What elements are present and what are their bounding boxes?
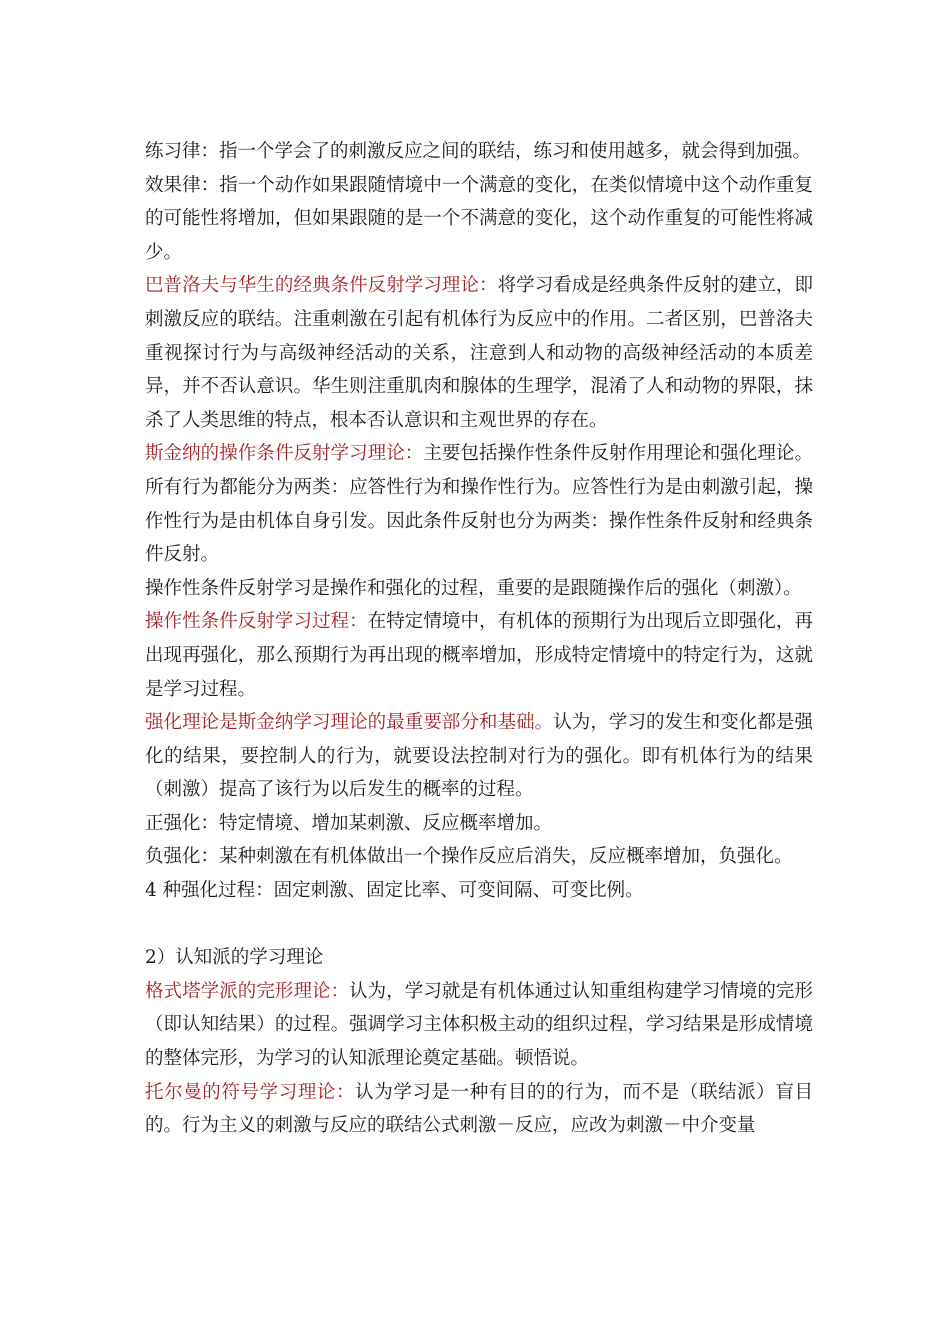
paragraph-text: 主要包括操作性条件反射作用理论和强化理论。所有行为都能分为两类：应答性行为和操作性行为。应答性行为是由刺激引起，操作性行为是由机体自身引发。因此条件反射也分为两类：操作性条件反射和经典条件反射。 (145, 443, 813, 566)
paragraph-text: 认为学习是一种有目的的行为，而不是（联结派）盲目的。行为主义的刺激与反应的联结公式刺激－反应，应改为刺激－中介变量 (145, 1081, 813, 1137)
paragraph-text: 练习律：指一个学会了的刺激反应之间的联结，练习和使用越多，就会得到加强。 (145, 141, 812, 162)
paragraph-tolman (145, 1076, 813, 1143)
paragraph-positive-reinforcement (145, 807, 813, 841)
term-label: 操作性条件反射学习过程： (145, 611, 368, 633)
term-label: 巴普洛夫与华生的经典条件反射学习理论： (145, 275, 498, 297)
term-label: 托尔曼的符号学习理论： (145, 1081, 356, 1103)
section-heading-cognitive (145, 941, 813, 975)
paragraph-reinforcement-schedules (145, 874, 813, 908)
paragraph-practice-law (145, 135, 813, 169)
paragraph-pavlov-watson (145, 269, 813, 437)
paragraph-operant-learning (145, 572, 813, 606)
blank-line (145, 908, 813, 942)
paragraph-text: 负强化：某种刺激在有机体做出一个操作反应后消失，反应概率增加，负强化。 (145, 846, 793, 868)
paragraph-text: 认为，学习的发生和变化都是强化的结果，要控制人的行为，就要设法控制对行为的强化。即有机体行为的结果（刺激）提高了该行为以后发生的概率的过程。 (145, 712, 813, 801)
paragraph-text: 在特定情境中，有机体的预期行为出现后立即强化，再出现再强化，那么预期行为再出现的概率增加，形成特定情境中的特定行为，这就是学习过程。 (145, 611, 813, 700)
paragraph-text: 将学习看成是经典条件反射的建立，即刺激反应的联结。注重刺激在引起有机体行为反应中的作用。二者区别，巴普洛夫重视探讨行为与高级神经活动的关系，注意到人和动物的高级神经活动的本质差异，并不否认意识。华生则注重肌肉和腺体的生理学，混淆了人和动物的界限，抹杀了人类思维的特点，根本否认意识和主观世界的存在。 (145, 275, 813, 431)
paragraph-gestalt (145, 975, 813, 1076)
paragraph-operant-process (145, 605, 813, 706)
paragraph-text: 认为，学习就是有机体通过认知重组构建学习情境的完形（即认知结果）的过程。强调学习主体积极主动的组织过程，学习结果是形成情境的整体完形，为学习的认知派理论奠定基础。顿悟说。 (145, 980, 813, 1070)
paragraph-negative-reinforcement (145, 840, 813, 874)
term-label: 格式塔学派的完形理论： (145, 980, 350, 1002)
term-label: 斯金纳的操作条件反射学习理论： (145, 443, 424, 465)
paragraph-text: 正强化：特定情境、增加某刺激、反应概率增加。 (145, 812, 553, 834)
paragraph-reinforcement-theory (145, 706, 813, 807)
paragraph-text: 效果律：指一个动作如果跟随情境中一个满意的变化，在类似情境中这个动作重复的可能性将增加，但如果跟随的是一个不满意的变化，这个动作重复的可能性将减少。 (145, 174, 813, 263)
paragraph-text: 4 种强化过程：固定刺激、固定比率、可变间隔、可变比例。 (145, 880, 644, 902)
paragraph-effect-law (145, 169, 813, 270)
paragraph-text: 操作性条件反射学习是操作和强化的过程，重要的是跟随操作后的强化（刺激）。 (145, 577, 802, 599)
paragraph-skinner (145, 437, 813, 571)
term-label: 强化理论是斯金纳学习理论的最重要部分和基础。 (145, 712, 554, 734)
document-page (145, 135, 813, 1143)
section-heading-text: 2）认知派的学习理论 (145, 947, 324, 969)
